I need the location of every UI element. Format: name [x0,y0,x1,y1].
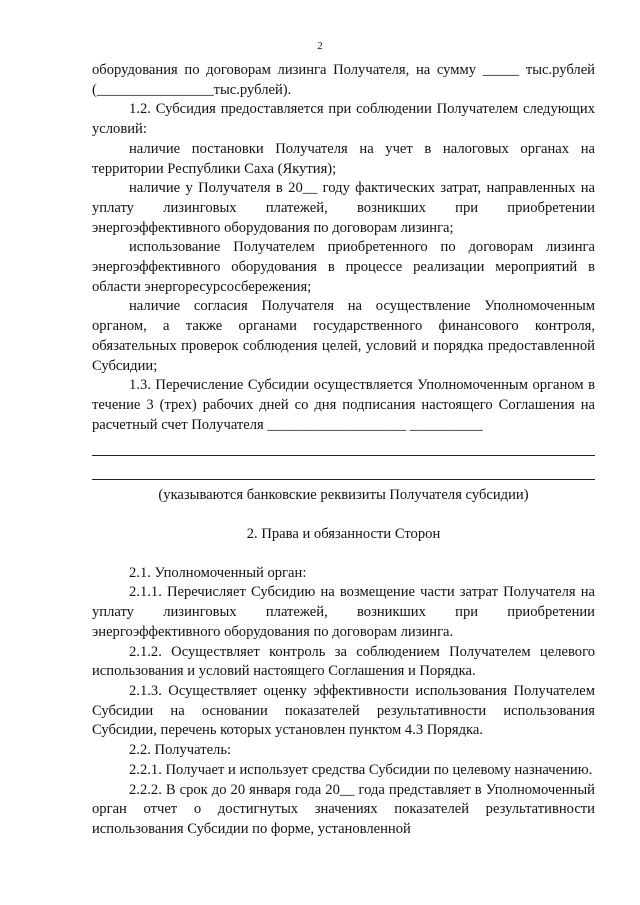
clause-2-2-1: 2.2.1. Получает и использует средства Субсидии по целевому назначению. [129,761,593,778]
bank-details-line-1 [92,435,595,456]
bank-details-note: (указываются банковские реквизиты Получателя субсидии) [158,487,529,504]
page-number: 2 [317,40,323,52]
clause-2-1-1: 2.1.1. Перечисляет Субсидию на возмещение части затрат Получателя на уплату лизинговых платежей, возникших при приобретении энергоэффективного оборудования по договорам лизинга. [92,584,595,640]
section-2-heading: 2. Права и обязанности Сторон [246,526,441,543]
paragraph-1-2: 1.2. Субсидия предоставляется при соблюдении Получателем следующих условий: [92,101,595,138]
clause-2-1: 2.1. Уполномоченный орган: [129,564,307,581]
paragraph-1-3: 1.3. Перечисление Субсидии осуществляется Уполномоченным органом в течение 3 (трех) рабочих дней со дня подписания настоящего Соглашения на расчетный счет Получателя ___________________ __________ [92,377,595,433]
condition-equipment-use: использование Получателем приобретенного по договорам лизинга энергоэффективного оборудования в процессе реализации мероприятий в области энергоресурсосбережения; [92,239,595,295]
bank-details-line-2 [92,456,595,480]
clause-2-1-2: 2.1.2. Осуществляет контроль за соблюдением Получателем целевого использования и условий настоящего Соглашения и Порядка. [92,643,595,680]
clause-2-1-3: 2.1.3. Осуществляет оценку эффективности использования Получателем Субсидии на основании показателей результативности использования Субсидии, перечень которых установлен пунктом 4.3 Порядка. [92,682,595,739]
condition-actual-costs: наличие у Получателя в 20__ году фактических затрат, направленных на уплату лизинговых платежей, возникших при приобретении энергоэффективного оборудования по договорам лизинга; [92,180,595,236]
document-body [92,61,595,840]
clause-2-2: 2.2. Получатель: [129,742,232,759]
paragraph-sum: оборудования по договорам лизинга Получателя, на сумму _____ тыс.рублей (________________тыс.рублей). [92,62,595,98]
clause-2-2-2: 2.2.2. В срок до 20 января года 20__ года представляет в Уполномоченный орган отчет о достигнутых значениях показателей результативности использования Субсидии по форме, установленной [92,781,595,837]
condition-tax-registration: наличие постановки Получателя на учет в налоговых органах на территории Республики Саха (Якутия); [92,140,595,177]
condition-consent: наличие согласия Получателя на осуществление Уполномоченным органом, а также органами государственного финансового контроля, обязательных проверок соблюдения целей, условий и порядка предоставленной Субсидии; [92,298,595,374]
